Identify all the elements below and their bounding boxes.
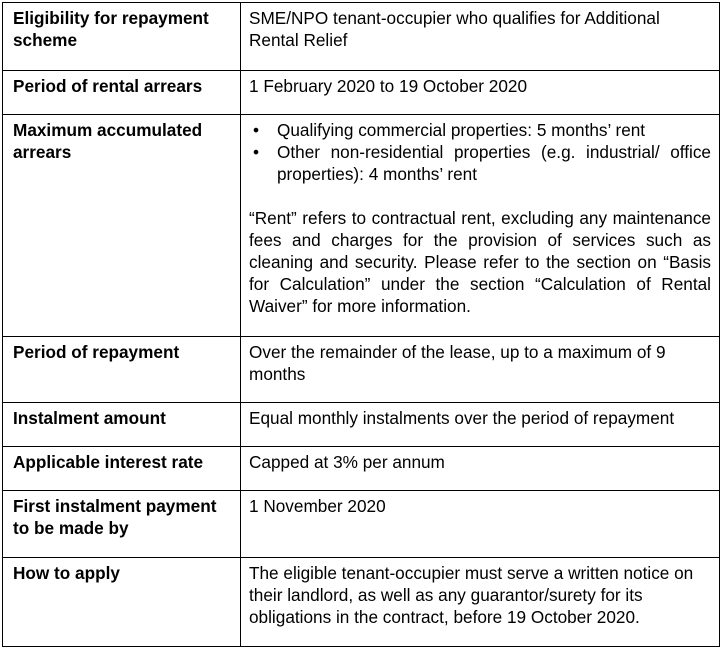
table-row-instalment-amount — [3, 403, 720, 447]
row-value-maximum-arrears — [241, 115, 720, 337]
table-row-repayment-period — [3, 337, 720, 403]
row-value: 1 November 2020 — [241, 491, 720, 558]
repayment-scheme-table — [2, 2, 720, 647]
rent-definition-note: “Rent” refers to contractual rent, excluding any maintenance fees and charges for the provision of services such as cleaning and security. Please refer to the section on “Basis for Calculation” under the section “Calculation of Rental Waiver” for more information. — [249, 208, 711, 316]
table-row-maximum-arrears — [3, 115, 720, 337]
table-row-eligibility — [3, 3, 720, 71]
row-value: Over the remainder of the lease, up to a maximum of 9 months — [241, 337, 720, 403]
row-label: Eligibility for repayment scheme — [3, 3, 241, 71]
row-value: The eligible tenant-occupier must serve a written notice on their landlord, as well as any guarantor/surety for its obligations in the contract, before 19 October 2020. — [241, 558, 720, 647]
list-item — [249, 141, 711, 185]
table-row-interest-rate — [3, 447, 720, 491]
row-label: Period of repayment — [3, 337, 241, 403]
row-value: Capped at 3% per annum — [241, 447, 720, 491]
row-value: 1 February 2020 to 19 October 2020 — [241, 71, 720, 115]
row-label: Applicable interest rate — [3, 447, 241, 491]
table-row-first-instalment — [3, 491, 720, 558]
list-item — [249, 119, 711, 141]
bullet-icon: • — [253, 142, 260, 162]
row-label: Maximum accumulated arrears — [3, 115, 241, 337]
table-row-rental-arrears-period — [3, 71, 720, 115]
arrears-bullet-list — [249, 119, 711, 185]
row-label: Instalment amount — [3, 403, 241, 447]
row-value: Equal monthly instalments over the period of repayment — [241, 403, 720, 447]
row-value: SME/NPO tenant-occupier who qualifies for Additional Rental Relief — [241, 3, 720, 71]
row-label: First instalment payment to be made by — [3, 491, 241, 558]
row-label: Period of rental arrears — [3, 71, 241, 115]
bullet-text: Other non-residential properties (e.g. industrial/ office properties): 4 months’ rent — [277, 142, 711, 184]
table-row-how-to-apply — [3, 558, 720, 647]
bullet-icon: • — [253, 120, 260, 140]
row-label: How to apply — [3, 558, 241, 647]
bullet-text: Qualifying commercial properties: 5 months’ rent — [277, 120, 646, 140]
